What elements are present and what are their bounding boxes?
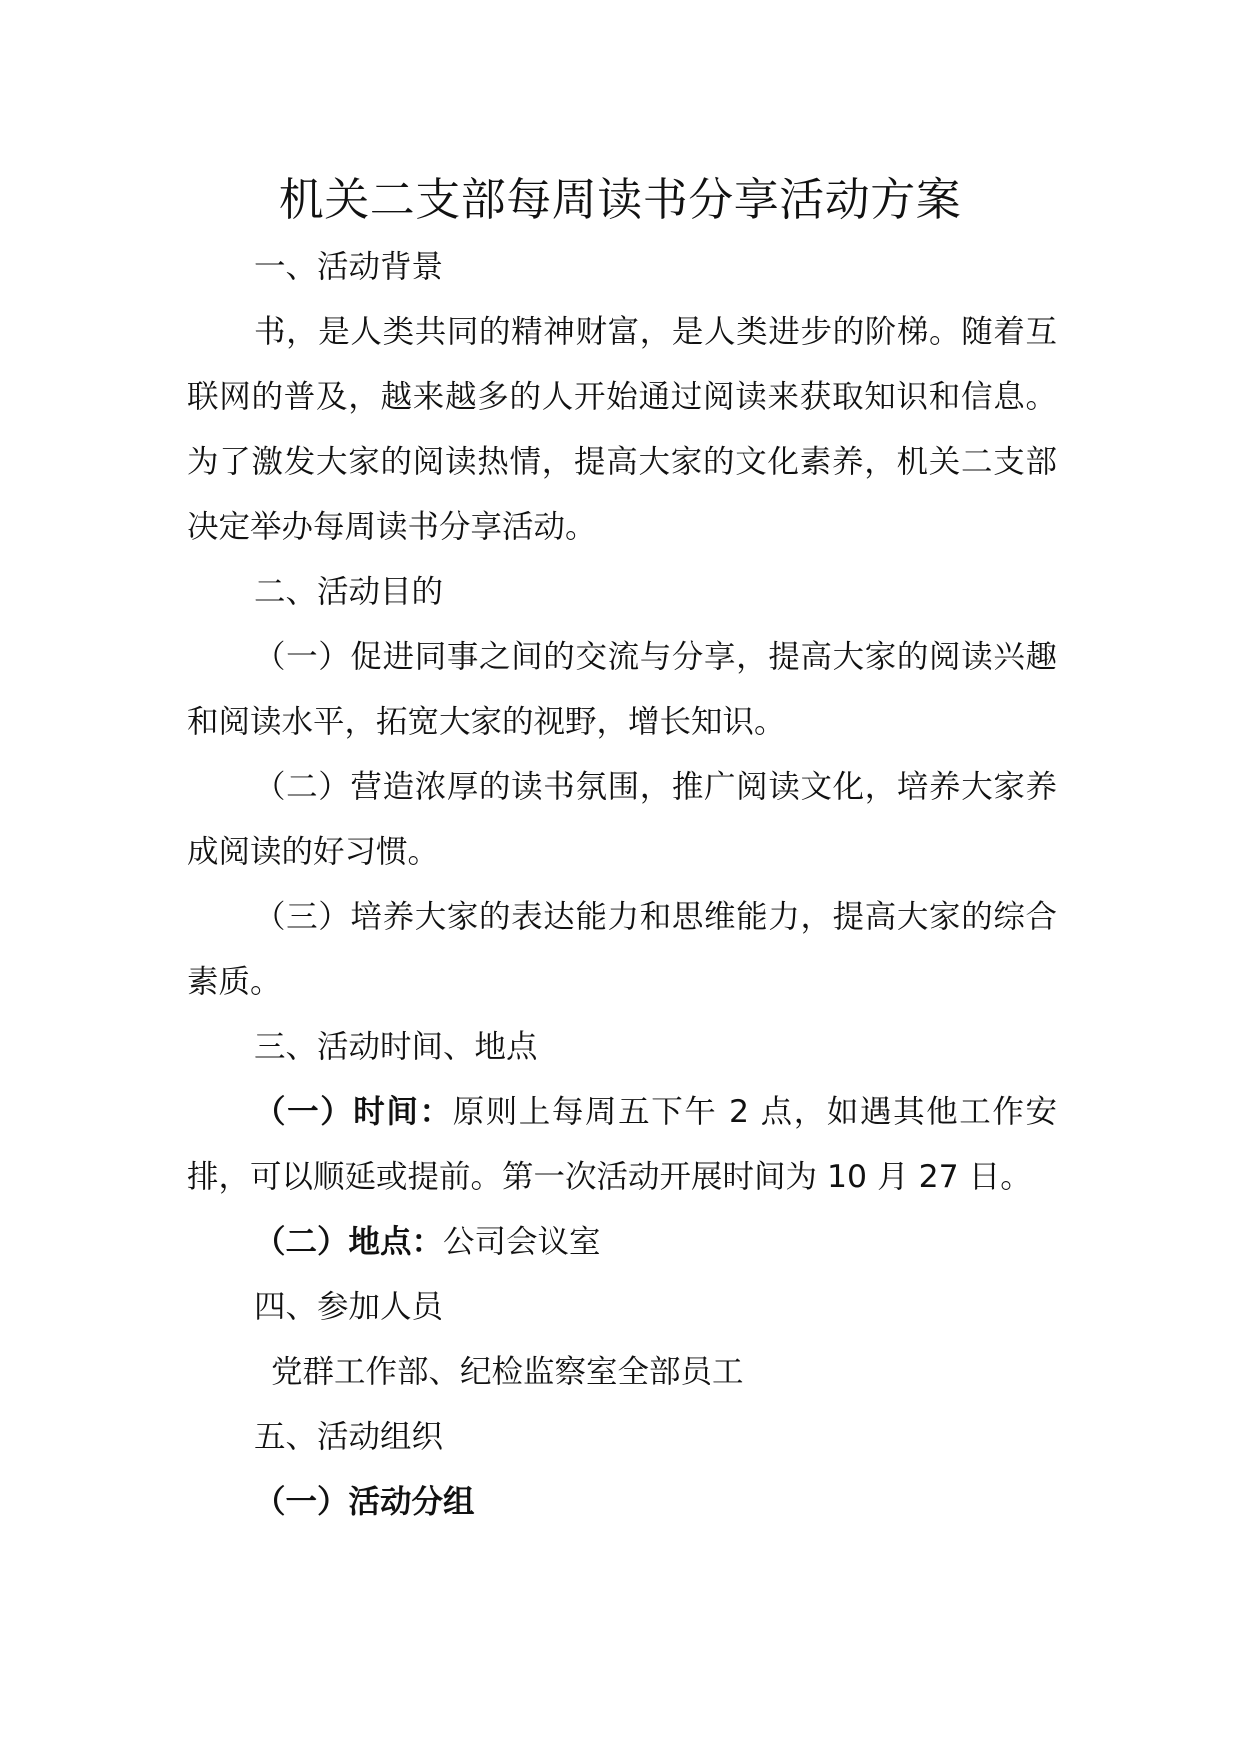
place-label: （二）地点： <box>254 1224 444 1260</box>
time-paragraph <box>187 1080 1057 1210</box>
purpose-item-2: （二）营造浓厚的读书氛围，推广阅读文化，培养大家养成阅读的好习惯。 <box>187 769 1057 870</box>
time-label: （一）时间： <box>254 1094 453 1130</box>
section-heading-organization: 五、活动组织 <box>254 1419 444 1455</box>
document-title: 机关二支部每周读书分享活动方案 <box>278 173 962 226</box>
purpose-item-3: （三）培养大家的表达能力和思维能力，提高大家的综合素质。 <box>187 899 1057 1000</box>
participants-paragraph: 党群工作部、纪检监察室全部员工 <box>271 1354 744 1390</box>
organization-subheading-grouping: （一）活动分组 <box>254 1484 475 1520</box>
time-text: 原则上每周五下午 2 点，如遇其他工作安排，可以顺延或提前。第一次活动开展时间为 10 月 27 日。 <box>187 1094 1057 1195</box>
section-heading-participants: 四、参加人员 <box>254 1289 444 1325</box>
place-paragraph <box>187 1210 1057 1275</box>
document-body <box>187 235 1057 1535</box>
place-text: 公司会议室 <box>443 1224 601 1260</box>
background-paragraph: 书，是人类共同的精神财富，是人类进步的阶梯。随着互联网的普及，越来越多的人开始通过阅读来获取知识和信息。为了激发大家的阅读热情，提高大家的文化素养，机关二支部决定举办每周读书分享活动。 <box>187 314 1057 545</box>
purpose-item-1: （一）促进同事之间的交流与分享，提高大家的阅读兴趣和阅读水平，拓宽大家的视野，增长知识。 <box>187 639 1057 740</box>
section-heading-purpose: 二、活动目的 <box>254 574 444 610</box>
section-heading-time-place: 三、活动时间、地点 <box>254 1029 538 1065</box>
section-heading-background: 一、活动背景 <box>254 249 444 285</box>
